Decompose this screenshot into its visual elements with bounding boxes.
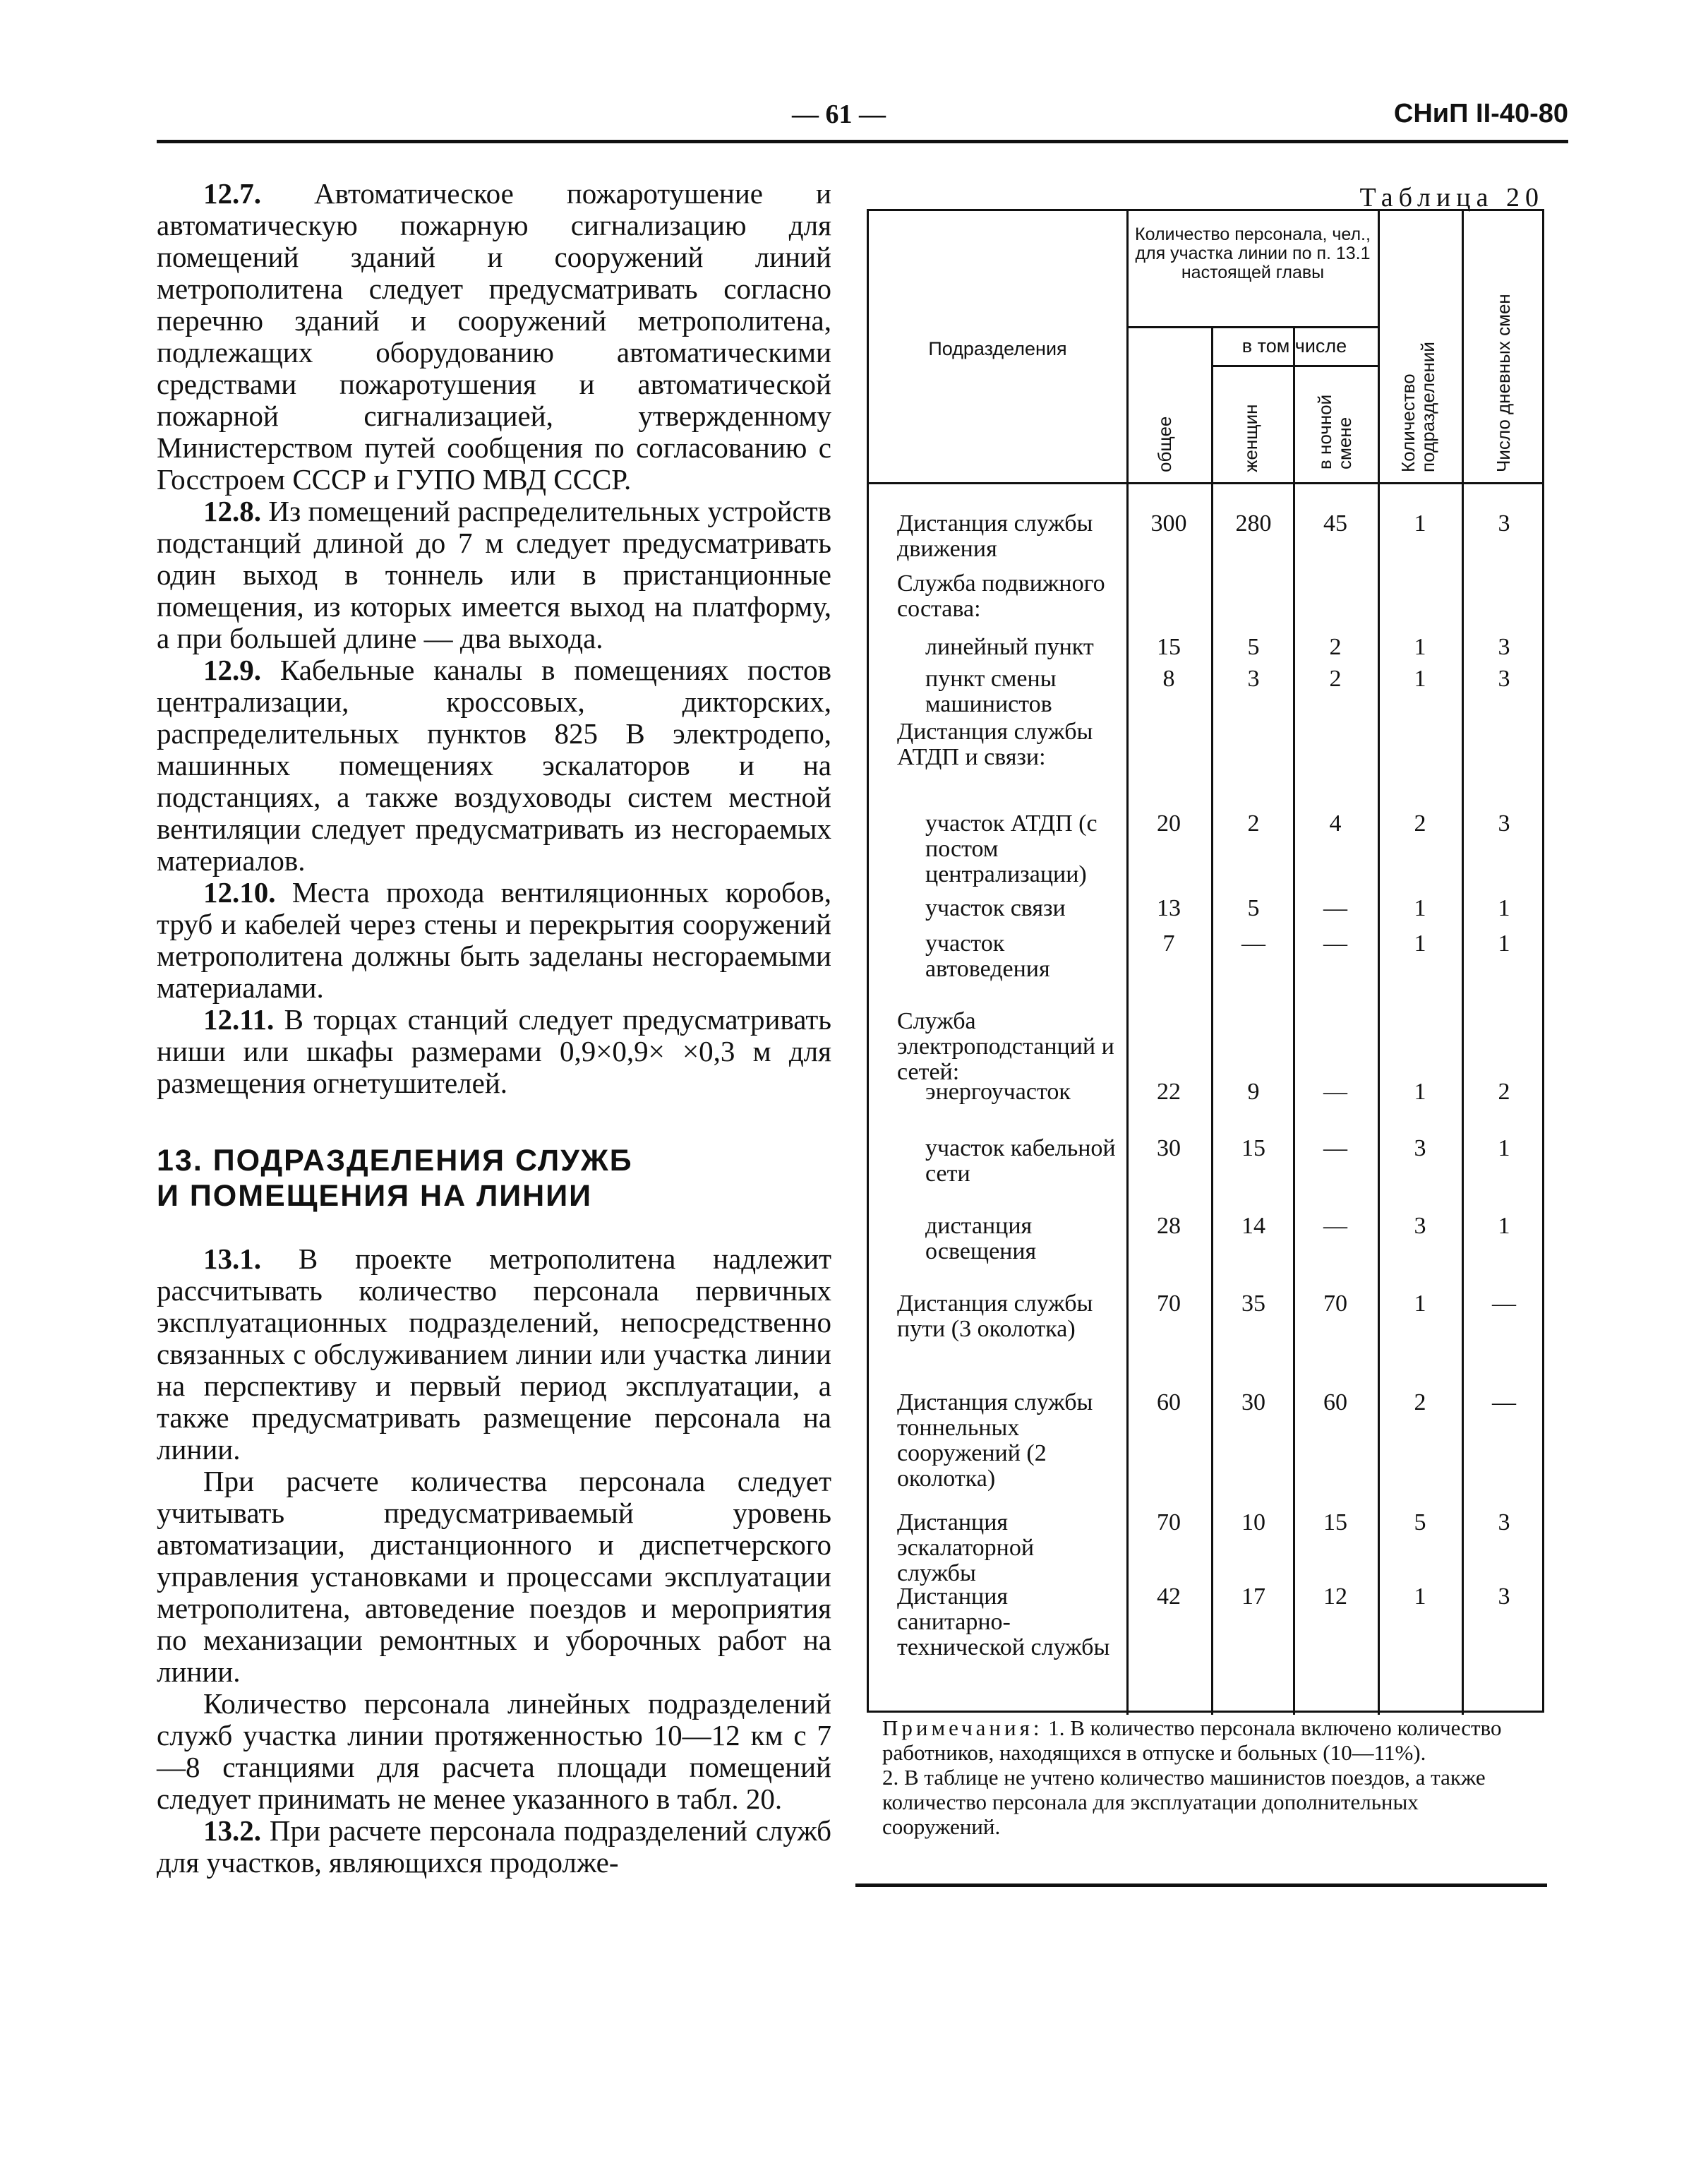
- paragraph: [157, 1466, 831, 1688]
- cell-units: 1: [1414, 1583, 1426, 1610]
- paragraph-text: Из помещений распределительных устройств подстанций длиной до 7 м следует предусматривать один выход в тоннель или в пристанционные помещения, из которых имеется выход на платформу, а при большей длине — два выхода.: [157, 495, 831, 654]
- cell-night: 70: [1323, 1290, 1347, 1317]
- row-division-name: Дистанция службы тоннельных сооружений (2 околотка): [897, 1389, 1093, 1492]
- cell-total: 60: [1157, 1389, 1181, 1415]
- cell-night: 4: [1329, 810, 1342, 837]
- cell-shifts: 1: [1498, 930, 1510, 957]
- header-women: женщин: [1240, 404, 1261, 472]
- header-night: в ночной смене: [1314, 394, 1355, 469]
- cell-shifts: 3: [1498, 810, 1510, 837]
- section-title-line-1: 13. ПОДРАЗДЕЛЕНИЯ СЛУЖБ: [157, 1144, 633, 1178]
- cell-units: 5: [1414, 1509, 1426, 1535]
- note-2: 2. В таблице не учтено количество машинистов поездов, а также количество персонала для эксплуатации дополнительных сооружений.: [882, 1765, 1486, 1839]
- cell-night: —: [1323, 1079, 1347, 1105]
- paragraph: [157, 178, 831, 496]
- cell-units: 2: [1414, 1389, 1426, 1415]
- header-total: общее: [1154, 416, 1175, 472]
- row-division-name: линейный пункт: [925, 634, 1094, 660]
- staff-table: [867, 209, 1544, 1713]
- cell-units: 3: [1414, 1213, 1426, 1239]
- cell-shifts: 1: [1498, 1213, 1510, 1239]
- paragraph-text: В торцах станций следует предусматривать ниши или шкафы размерами 0,9×0,9× ×0,3 м для размещения огнетушителей.: [157, 1003, 831, 1099]
- cell-total: 42: [1157, 1583, 1181, 1610]
- paragraphs-after: [157, 1243, 831, 1879]
- cell-total: 20: [1157, 810, 1181, 837]
- cell-night: 2: [1329, 634, 1342, 660]
- section-title-line-2: И ПОМЕЩЕНИЯ НА ЛИНИИ: [157, 1179, 593, 1213]
- cell-shifts: 3: [1498, 666, 1510, 692]
- cell-women: 10: [1241, 1509, 1265, 1535]
- paragraph: [157, 1688, 831, 1815]
- paragraph-text: Количество персонала линейных подразделений служб участка линии протяженностью 10—12 км с 7—8 станциями для расчета площади помещений следует принимать не менее указанного в табл. 20.: [157, 1687, 831, 1815]
- cell-total: 70: [1157, 1290, 1181, 1317]
- paragraph: [157, 1243, 831, 1466]
- row-division-name: Дистанция службы пути (3 околотка): [897, 1290, 1093, 1342]
- cell-women: 280: [1235, 510, 1272, 537]
- paragraph-number: 12.7.: [203, 177, 261, 210]
- row-division-name: дистанция освещения: [925, 1213, 1037, 1264]
- cell-night: 2: [1329, 666, 1342, 692]
- cell-units: 1: [1414, 1079, 1426, 1105]
- cell-units: 2: [1414, 810, 1426, 837]
- cell-night: —: [1323, 930, 1347, 957]
- cell-shifts: 1: [1498, 1135, 1510, 1161]
- cell-units: 3: [1414, 1135, 1426, 1161]
- paragraph-text: Кабельные каналы в помещениях постов централизации, кроссовых, дикторских, распределительных пунктов 825 В электродепо, машинных помещениях эскалаторов и на подстанциях, а также воздуховоды систем местной вентиляции следует предусматривать из несгораемых материалов.: [157, 654, 832, 877]
- header-units: Количество подразделений: [1397, 342, 1438, 472]
- cell-units: 1: [1414, 895, 1426, 921]
- cell-shifts: 2: [1498, 1079, 1510, 1105]
- note-1: 1. В количество персонала включено количество работников, находящихся в отпуске и больных (10—11%).: [882, 1715, 1502, 1765]
- paragraph-text: При расчете персонала подразделений служб для участков, являющихся продолже-: [157, 1814, 831, 1879]
- paragraph: [157, 1815, 831, 1879]
- cell-units: 1: [1414, 634, 1426, 660]
- cell-total: 8: [1162, 666, 1175, 692]
- cell-night: 45: [1323, 510, 1347, 537]
- table-hline: [1211, 365, 1378, 367]
- cell-shifts: 3: [1498, 1509, 1510, 1535]
- cell-shifts: 3: [1498, 634, 1510, 660]
- paragraphs-before: [157, 178, 831, 1099]
- cell-total: 15: [1157, 634, 1181, 660]
- page-number: — 61 —: [792, 100, 886, 129]
- cell-shifts: 1: [1498, 895, 1510, 921]
- row-division-name: Дистанция эскалаторной службы: [897, 1509, 1035, 1586]
- paragraph-text: В проекте метрополитена надлежит рассчитывать количество персонала первичных эксплуатационных подразделений, непосредственно связанных с обслуживанием линии или участка линии на перспективу и первый период эксплуатации, а также предусматривать размещение персонала на линии.: [157, 1242, 831, 1466]
- paragraph: [157, 877, 831, 1004]
- cell-women: 5: [1247, 634, 1260, 660]
- table-header-bottom: [869, 482, 1544, 484]
- cell-units: 1: [1414, 930, 1426, 957]
- cell-shifts: —: [1492, 1389, 1516, 1415]
- table-vline: [1126, 211, 1129, 1715]
- header-shifts: Число дневных смен: [1493, 294, 1514, 472]
- cell-night: —: [1323, 1135, 1347, 1161]
- cell-women: 2: [1247, 810, 1260, 837]
- cell-night: 15: [1323, 1509, 1347, 1535]
- cell-total: 30: [1157, 1135, 1181, 1161]
- paragraph-text: При расчете количества персонала следует учитывать предусматриваемый уровень автоматизации, дистанционного и диспетчерского управления установками и процессами эксплуатации метрополитена, автоведение поездов и мероприятия по механизации ремонтных и уборочных работ на линии.: [157, 1465, 831, 1688]
- cell-total: 22: [1157, 1079, 1181, 1105]
- cell-night: —: [1323, 895, 1347, 921]
- paragraph-number: 12.10.: [203, 876, 276, 909]
- cell-women: 30: [1241, 1389, 1265, 1415]
- row-division-name: участок кабельной сети: [925, 1135, 1116, 1187]
- paragraph: [157, 654, 831, 877]
- header-staff-group: Количество персонала, чел., для участка линии по п. 13.1 настоящей главы: [1135, 224, 1371, 282]
- cell-units: 1: [1414, 510, 1426, 537]
- paragraph-number: 12.11.: [203, 1003, 275, 1036]
- cell-women: 15: [1241, 1135, 1265, 1161]
- row-division-name: участок АТДП (с постом централизации): [925, 810, 1097, 887]
- paragraph: [157, 496, 831, 654]
- row-division-name: Дистанция санитарно-технической службы: [897, 1583, 1110, 1660]
- table-vline: [1378, 211, 1380, 1715]
- header-rule: [157, 140, 1568, 143]
- row-division-name: энергоучасток: [925, 1079, 1071, 1105]
- cell-units: 1: [1414, 1290, 1426, 1317]
- section-title: [157, 1143, 831, 1214]
- cell-total: 70: [1157, 1509, 1181, 1535]
- paragraph-text: Автоматическое пожаротушение и автоматическую пожарную сигнализацию для помещений зданий и сооружений линий метрополитена следует предусматривать согласно перечню зданий и сооружений метрополитена, подлежащих оборудованию автоматическими средствами пожаротушения и автоматической пожарной сигнализацией, утвержденному Министерством путей сообщения по согласованию с Госстроем СССР и ГУПО МВД СССР.: [157, 177, 831, 496]
- cell-night: —: [1323, 1213, 1347, 1239]
- cell-women: 35: [1241, 1290, 1265, 1317]
- left-column: [157, 178, 831, 1879]
- table-notes: [882, 1715, 1532, 1839]
- cell-women: 14: [1241, 1213, 1265, 1239]
- row-division-name: Служба электроподстанций и сетей:: [897, 1008, 1114, 1085]
- paragraph-number: 13.1.: [203, 1242, 261, 1275]
- paragraph-number: 13.2.: [203, 1814, 261, 1847]
- cell-women: 17: [1241, 1583, 1265, 1610]
- paragraph: [157, 1004, 831, 1099]
- cell-shifts: —: [1492, 1290, 1516, 1317]
- cell-shifts: 3: [1498, 1583, 1510, 1610]
- cell-total: 28: [1157, 1213, 1181, 1239]
- paragraph-number: 12.8.: [203, 495, 261, 527]
- table-hline: [1126, 326, 1378, 328]
- table-caption: Таблица 20: [1359, 183, 1544, 212]
- row-division-name: участок связи: [925, 895, 1066, 921]
- row-division-name: участок автоведения: [925, 930, 1050, 982]
- row-division-name: Дистанция службы АТДП и связи:: [897, 719, 1093, 770]
- cell-total: 7: [1162, 930, 1175, 957]
- cell-units: 1: [1414, 666, 1426, 692]
- row-division-name: пункт смены машинистов: [925, 666, 1057, 717]
- paragraph-text: Места прохода вентиляционных коробов, труб и кабелей через стены и перекрытия сооружений метрополитена должны быть заделаны несгораемыми материалами.: [157, 876, 831, 1004]
- cell-total: 13: [1157, 895, 1181, 921]
- cell-women: 5: [1247, 895, 1260, 921]
- cell-night: 12: [1323, 1583, 1347, 1610]
- cell-women: 9: [1247, 1079, 1260, 1105]
- row-division-name: Дистанция службы движения: [897, 510, 1093, 562]
- cell-total: 300: [1150, 510, 1187, 537]
- table-vline: [1462, 211, 1464, 1715]
- header-divisions: Подразделения: [928, 338, 1067, 359]
- paragraph-number: 12.9.: [203, 654, 261, 686]
- cell-night: 60: [1323, 1389, 1347, 1415]
- cell-women: 3: [1247, 666, 1260, 692]
- bottom-rule: [855, 1883, 1547, 1887]
- cell-shifts: 3: [1498, 510, 1510, 537]
- document-code: СНиП II-40-80: [1393, 99, 1568, 128]
- notes-lead: Примечания:: [882, 1715, 1043, 1740]
- cell-women: —: [1241, 930, 1265, 957]
- header-including: в том числе: [1241, 335, 1347, 357]
- row-division-name: Служба подвижного состава:: [897, 570, 1105, 622]
- page-header: [157, 99, 1568, 148]
